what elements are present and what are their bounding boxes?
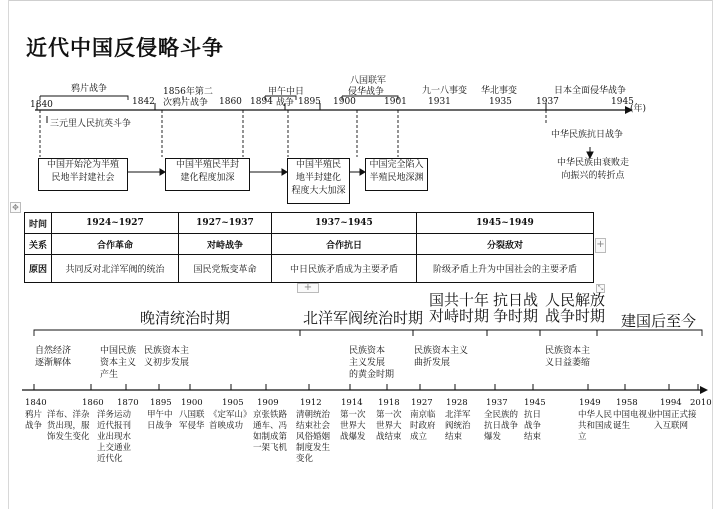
- year-label: 2010: [690, 398, 712, 408]
- econ-note: 逐渐解体: [35, 358, 72, 368]
- period-3: 1937~1945: [272, 213, 417, 234]
- period-1: 1924~1927: [52, 213, 179, 234]
- period-kmt-cpc-2: 对峙时期: [429, 307, 490, 325]
- tick-1856: 1856年第二: [163, 87, 213, 97]
- event-text: 全民族的抗日战争爆发: [484, 410, 519, 442]
- period-anti-japanese-2: 争时期: [493, 307, 539, 325]
- result-box-1: 中国开始沦为半殖 民地半封建社会: [38, 158, 128, 191]
- event-text: 南京临时政府成立: [410, 410, 436, 442]
- year-label: 1918: [378, 398, 400, 408]
- econ-note: 曲折发展: [414, 358, 451, 368]
- event-text: 洋务运动近代报刊业出现水上交通业近代化: [97, 410, 132, 464]
- event-text: 清朝统治结束社会风俗婚姻制度发生变化: [296, 410, 331, 464]
- result-turning-point: 中华民族由衰败走 向振兴的转折点: [556, 158, 629, 181]
- event-text: 北洋军阀统治结束: [445, 410, 471, 442]
- event-text: 鸦片战争: [25, 410, 43, 431]
- relation-4: 分裂敌对: [417, 234, 594, 255]
- add-column-button[interactable]: +: [595, 238, 606, 253]
- relation-2: 对峙战争: [179, 234, 272, 255]
- event-eight-nation-2: 侵华战争: [348, 87, 385, 97]
- event-sanyuanli: 三元里人民抗英斗争: [50, 119, 132, 129]
- relation-3: 合作抗日: [272, 234, 417, 255]
- year-label: 1840: [25, 398, 47, 408]
- event-text: 抗日战争结束: [524, 410, 542, 442]
- period-liberation-1: 人民解放: [545, 291, 606, 309]
- event-sino-japanese-war-2: 战争: [276, 98, 295, 108]
- year-label: 1870: [117, 398, 139, 408]
- tick-1937: 1937: [536, 97, 559, 107]
- econ-note: 义初步发展: [144, 358, 190, 368]
- year-label: 1994: [660, 398, 682, 408]
- econ-note: 自然经济: [35, 346, 72, 356]
- tick-1840: 1840: [30, 100, 53, 110]
- period-beiyang: 北洋军阀统治时期: [303, 309, 424, 327]
- year-label: 1928: [446, 398, 468, 408]
- econ-note: 民族资本主义: [414, 346, 469, 356]
- year-label: 1937: [486, 398, 508, 408]
- event-text: 《定军山》首映成功: [209, 410, 248, 431]
- year-label: 1895: [150, 398, 172, 408]
- year-label: 1860: [82, 398, 104, 408]
- tick-1842: 1842: [132, 97, 155, 107]
- tick-1901: 1901: [384, 97, 407, 107]
- reason-1: 共同反对北洋军阀的统治: [52, 255, 179, 283]
- year-label: 1900: [181, 398, 203, 408]
- econ-note: 民族资本主: [545, 346, 591, 356]
- kmt-cpc-relations-table: [24, 212, 594, 283]
- result-box-3: 中国半殖民 地半封建化 程度大大加深: [287, 158, 350, 204]
- period-4: 1945~1949: [417, 213, 594, 234]
- row-label-time: 时间: [25, 213, 52, 234]
- year-label: 1949: [579, 398, 601, 408]
- reason-2: 国民党叛变革命: [179, 255, 272, 283]
- year-unit: (年): [630, 104, 647, 114]
- page-title: 近代中国反侵略斗争: [26, 36, 224, 60]
- econ-note: 民族资本: [349, 346, 386, 356]
- tick-1900: 1900: [333, 97, 356, 107]
- reason-3: 中日民族矛盾成为主要矛盾: [272, 255, 417, 283]
- econ-note: 义日益萎缩: [545, 358, 591, 368]
- year-label: 1912: [300, 398, 322, 408]
- event-text: 八国联军侵华: [179, 410, 205, 431]
- event-second-opium-war: 次鸦片战争: [163, 98, 209, 108]
- event-text: 第一次世界大战结束: [376, 410, 402, 442]
- econ-note: 产生: [100, 370, 119, 380]
- event-text: 中国电视业诞生: [613, 410, 656, 431]
- period-prc: 建国后至今: [621, 312, 697, 330]
- year-label: 1914: [341, 398, 363, 408]
- row-label-reason: 原因: [25, 255, 52, 283]
- econ-note: 主义发展: [349, 358, 386, 368]
- row-label-relation: 关系: [25, 234, 52, 255]
- period-liberation-2: 战争时期: [545, 307, 606, 325]
- econ-note: 中国民族: [100, 346, 137, 356]
- table-resize-handle[interactable]: ⤡: [597, 284, 604, 292]
- period-late-qing: 晚清统治时期: [140, 309, 231, 327]
- event-text: 甲午中日战争: [147, 410, 173, 431]
- econ-note: 民族资本主: [144, 346, 190, 356]
- tick-1860: 1860: [219, 97, 242, 107]
- table-row-relation: [25, 234, 594, 255]
- event-text: 中国正式接入互联网: [654, 410, 697, 431]
- event-anti-japanese: 中华民族抗日战争: [551, 130, 624, 140]
- event-text: 中华人民共和国成立: [578, 410, 613, 442]
- period-anti-japanese-1: 抗日战: [493, 291, 539, 309]
- reason-4: 阶级矛盾上升为中国社会的主要矛盾: [417, 255, 594, 283]
- relation-1: 合作革命: [52, 234, 179, 255]
- year-label: 1905: [222, 398, 244, 408]
- econ-note: 的黄金时期: [349, 370, 395, 380]
- tick-1935: 1935: [489, 97, 512, 107]
- econ-note: 资本主义: [100, 358, 137, 368]
- year-label: 1909: [257, 398, 279, 408]
- event-eight-nation: 八国联军: [350, 76, 387, 86]
- result-box-2: 中国半殖民半封 建化程度加深: [165, 158, 250, 191]
- period-2: 1927~1937: [179, 213, 272, 234]
- table-row-time: [25, 213, 594, 234]
- event-text: 洋布、洋杂货出现，服饰发生变化: [47, 410, 90, 442]
- tick-1931: 1931: [428, 97, 451, 107]
- event-918: 九一八事变: [422, 86, 468, 96]
- tick-1894: 1894: [250, 97, 273, 107]
- event-text: 京张铁路通车、冯如制成第一架飞机: [253, 410, 288, 453]
- event-north-china: 华北事变: [481, 86, 518, 96]
- table-move-handle[interactable]: ✥: [10, 202, 21, 213]
- event-opium-war: 鸦片战争: [71, 84, 108, 94]
- tick-1945: 1945: [611, 97, 634, 107]
- year-label: 1958: [616, 398, 638, 408]
- event-text: 第一次世界大战爆发: [340, 410, 366, 442]
- result-box-4: 中国完全陷入 半殖民地深渊: [365, 158, 428, 191]
- event-sino-japanese-war: 甲午中日: [268, 87, 305, 97]
- event-full-invasion: 日本全面侵华战争: [554, 86, 627, 96]
- tick-1895: 1895: [298, 97, 321, 107]
- table-row-reason: [25, 255, 594, 283]
- year-label: 1945: [524, 398, 546, 408]
- year-label: 1927: [411, 398, 433, 408]
- period-kmt-cpc-1: 国共十年: [429, 291, 490, 309]
- add-row-button[interactable]: +: [297, 283, 319, 293]
